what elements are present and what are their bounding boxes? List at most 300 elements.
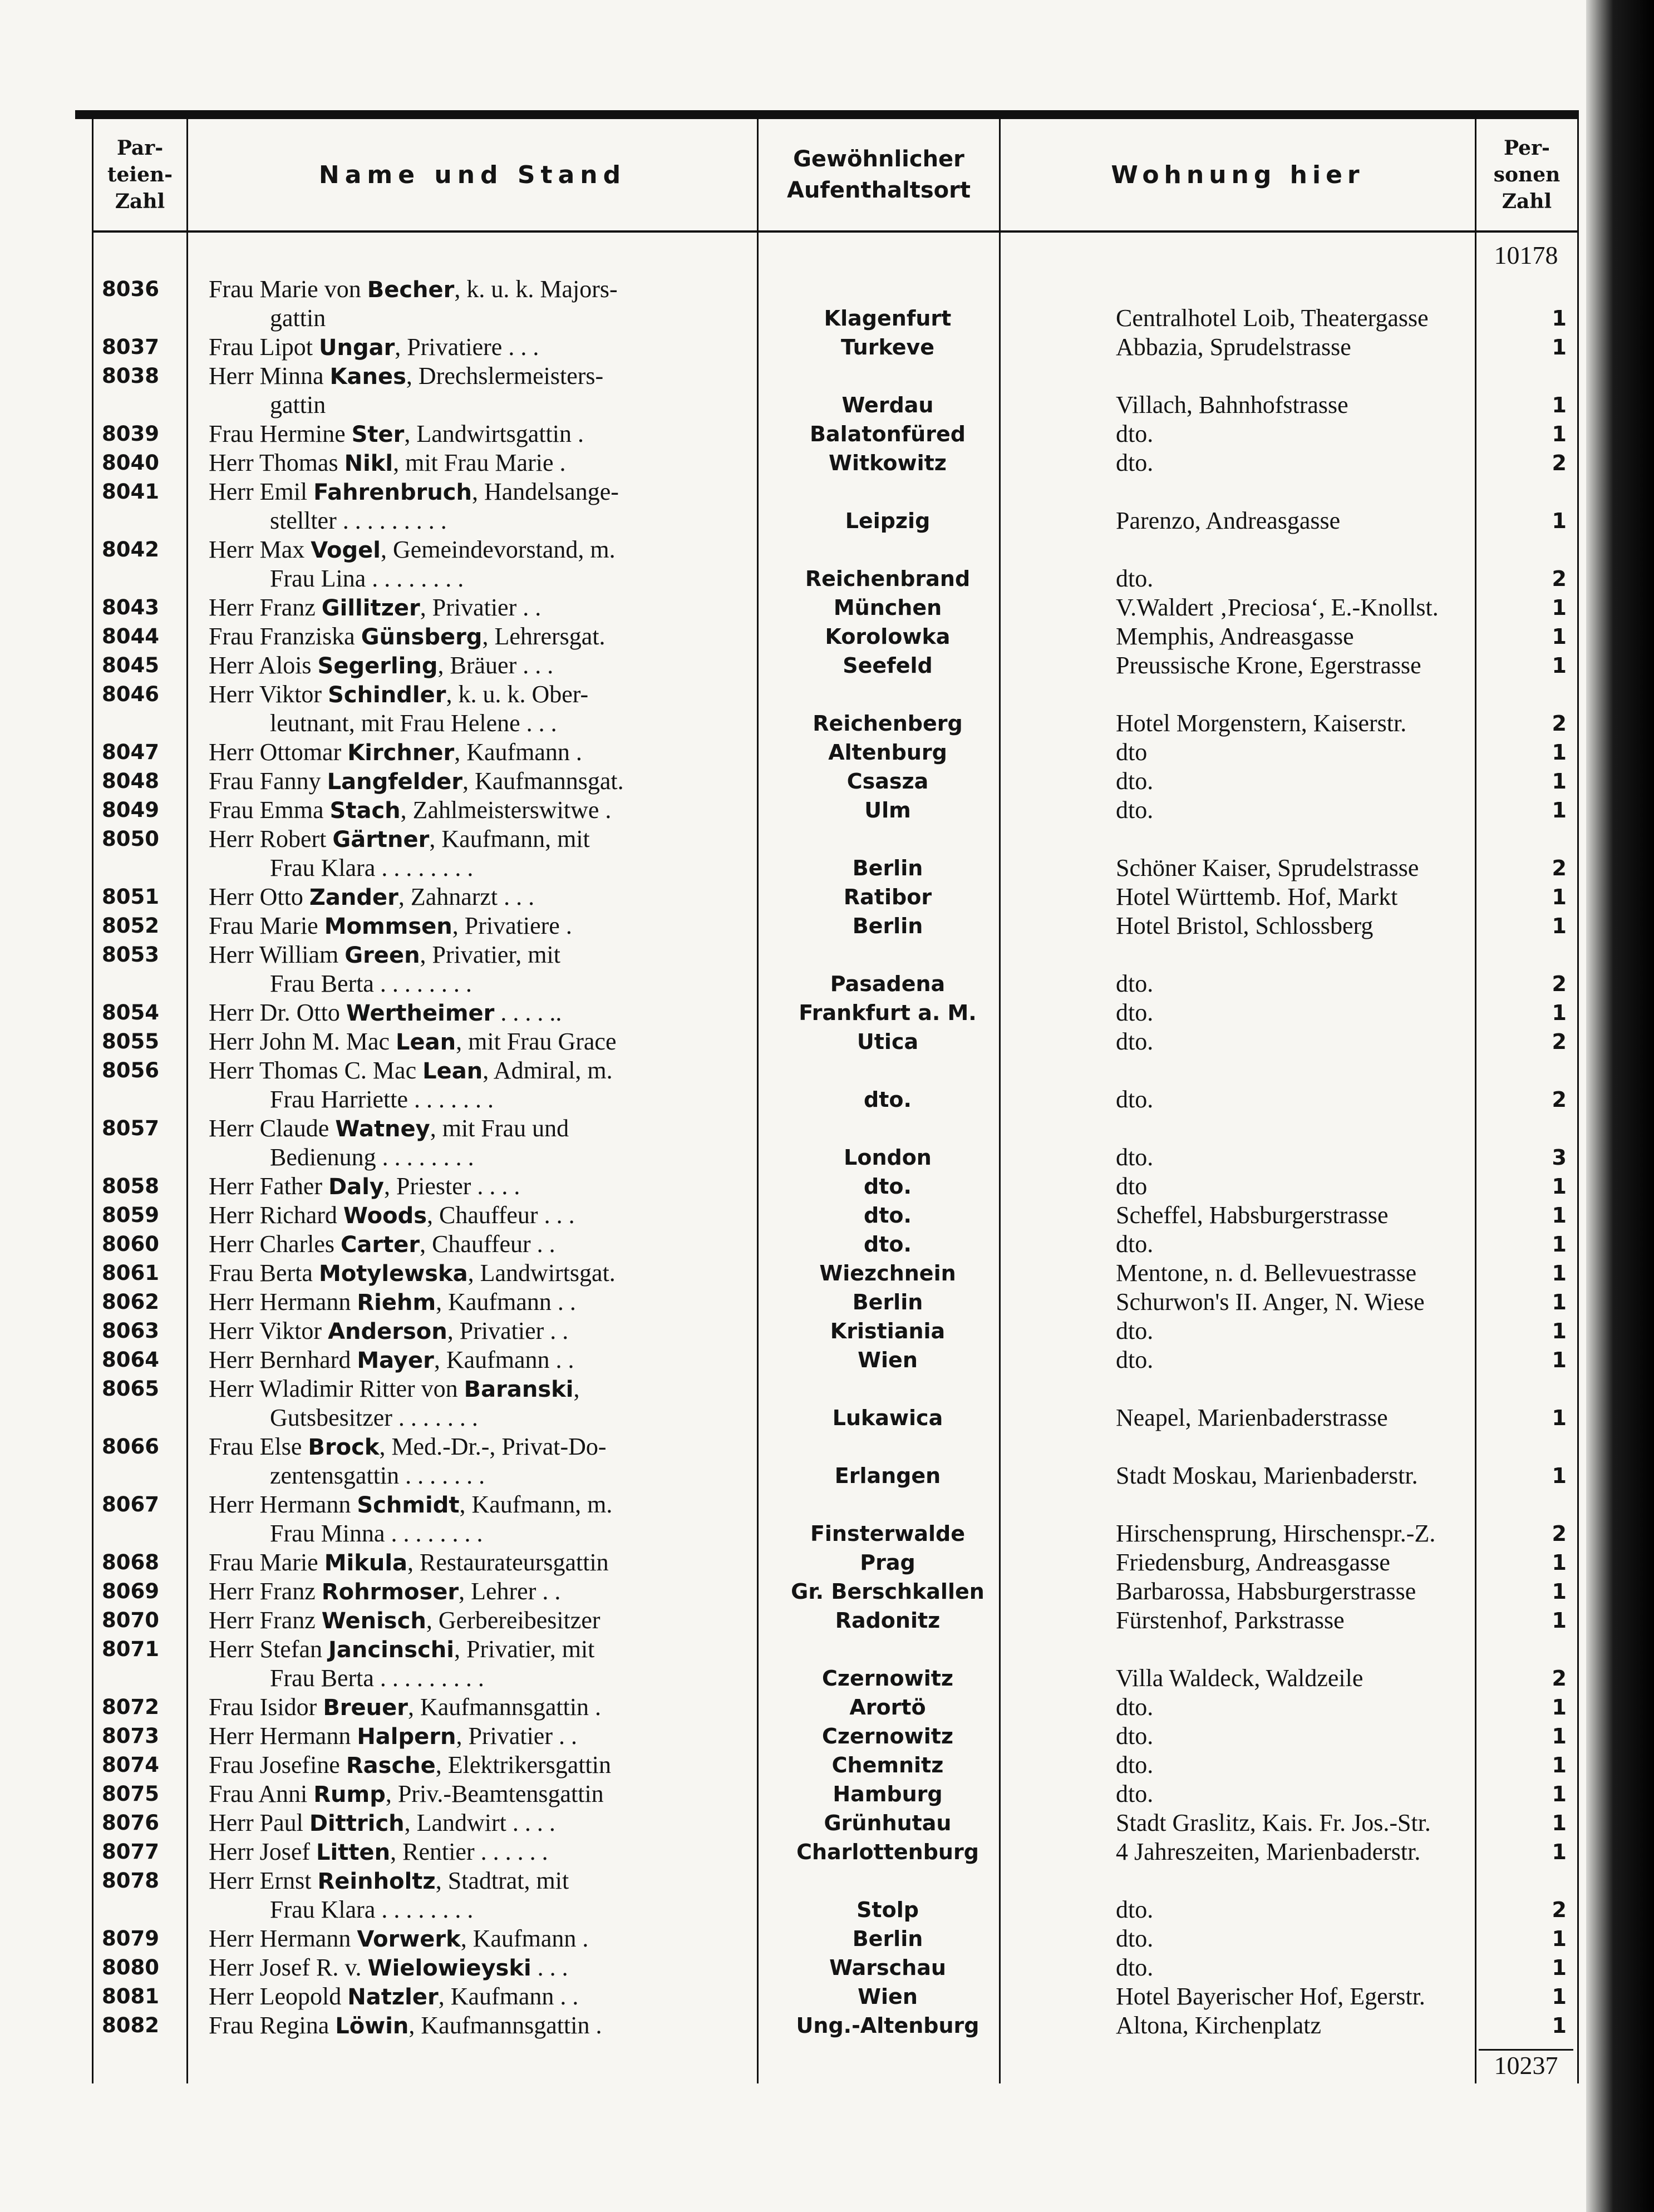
name-and-status [209, 1953, 849, 1982]
name-line [209, 1259, 849, 1288]
persons-count: 1 [1552, 1406, 1567, 1430]
header-persons-number: Per- sonen Zahl [1493, 136, 1561, 213]
persons-count: 1 [1552, 1695, 1567, 1720]
usual-residence: Warschau [829, 1955, 946, 1980]
lodging: dto. [1116, 1144, 1154, 1171]
title: Herr [209, 536, 254, 563]
title: Frau [209, 1751, 254, 1779]
title: Herr [209, 1809, 254, 1836]
title: Frau [209, 767, 254, 795]
table-row [92, 1953, 1579, 1982]
entries-list [92, 275, 1579, 2040]
persons-count: 1 [1552, 595, 1567, 620]
name-continuation: Bedienung . . . . . . . . [270, 1144, 474, 1171]
given-name: Bernhard [259, 1346, 351, 1373]
persons-count: 1 [1552, 1261, 1567, 1285]
name-and-status [209, 1866, 849, 1924]
name-line [209, 1288, 849, 1317]
table-row [92, 477, 1579, 535]
usual-residence: Reichenbrand [805, 566, 971, 591]
name-and-status [209, 1288, 849, 1317]
persons-count: 1 [1552, 1001, 1567, 1025]
status: , [573, 1375, 580, 1402]
surname: Brock [308, 1435, 380, 1460]
given-name: Franz [259, 594, 316, 621]
status: , mit Frau Marie . [393, 449, 566, 476]
name-line [209, 1953, 849, 1982]
party-number: 8039 [102, 422, 159, 446]
surname: Woods [343, 1203, 427, 1229]
party-number: 8068 [102, 1550, 159, 1574]
surname: Fahrenbruch [313, 480, 472, 505]
given-name: Alois [258, 652, 312, 679]
lodging: Neapel, Marienbaderstrasse [1116, 1404, 1388, 1431]
title: Frau [209, 275, 254, 303]
party-number: 8052 [102, 914, 159, 938]
title: Frau [209, 1549, 254, 1576]
lodging: dto. [1116, 796, 1154, 824]
name-line [209, 883, 849, 912]
persons-count: 1 [1552, 1203, 1567, 1228]
name-continuation: Frau Berta . . . . . . . . [270, 970, 472, 997]
party-number: 8062 [102, 1290, 159, 1314]
name-line [209, 2011, 849, 2040]
persons-count: 1 [1552, 2013, 1567, 2038]
party-number: 8067 [102, 1492, 159, 1516]
persons-count: 1 [1552, 885, 1567, 909]
persons-count: 1 [1552, 1840, 1567, 1864]
usual-residence: Gr. Berschkallen [791, 1579, 984, 1604]
name-and-status [209, 535, 849, 593]
name-and-status [209, 1837, 849, 1866]
table-row [92, 1722, 1579, 1751]
given-name: Otto [259, 883, 303, 910]
status: , Kaufmann . . [434, 1346, 574, 1373]
party-number: 8065 [102, 1377, 159, 1401]
lodging: Hotel Württemb. Hof, Markt [1116, 883, 1398, 910]
given-name: Ottomar [259, 738, 342, 766]
given-name: Isidor [259, 1693, 317, 1721]
usual-residence: Balatonfüred [810, 422, 966, 446]
persons-count: 1 [1552, 1550, 1567, 1575]
name-and-status [209, 1548, 849, 1577]
name-line [209, 420, 849, 449]
surname: Mikula [324, 1550, 408, 1576]
name-line [209, 825, 849, 854]
name-and-status [209, 1809, 849, 1837]
name-line [209, 1837, 849, 1866]
lodging: Stadt Graslitz, Kais. Fr. Jos.-Str. [1116, 1809, 1431, 1836]
name-and-status [209, 1346, 849, 1375]
surname: Ster [351, 422, 405, 447]
table-row [92, 1432, 1579, 1490]
name-and-status [209, 940, 849, 998]
usual-residence: Leipzig [845, 509, 931, 533]
surname: Halpern [357, 1724, 456, 1750]
persons-count: 1 [1552, 1782, 1567, 1806]
name-line [209, 998, 849, 1027]
party-number: 8080 [102, 1955, 159, 1979]
party-number: 8064 [102, 1348, 159, 1372]
table-row [92, 593, 1579, 622]
name-line [209, 680, 849, 709]
title: Frau [209, 333, 254, 361]
usual-residence: Wien [858, 1984, 918, 2009]
persons-count: 1 [1552, 1724, 1567, 1748]
lodging: Hotel Bayerischer Hof, Egerstr. [1116, 1983, 1425, 2010]
name-line [209, 1982, 849, 2011]
name-and-status [209, 1259, 849, 1288]
usual-residence: Seefeld [843, 653, 933, 678]
name-and-status [209, 2011, 849, 2040]
name-line [209, 1606, 849, 1635]
status: , mit Frau und [430, 1115, 569, 1142]
name-continuation: Frau Klara . . . . . . . . [270, 1896, 474, 1923]
status: , Stadtrat, mit [435, 1867, 569, 1894]
given-name: Claude [259, 1115, 329, 1142]
surname: Schindler [328, 682, 446, 708]
surname: Natzler [347, 1984, 439, 2010]
given-name: Wladimir Ritter von [259, 1375, 458, 1402]
lodging: Parenzo, Andreasgasse [1116, 507, 1341, 534]
surname: Lean [396, 1029, 456, 1055]
name-line [209, 1577, 849, 1606]
status: , Priester . . . . [384, 1172, 520, 1200]
lodging: Villa Waldeck, Waldzeile [1116, 1664, 1363, 1692]
table-row [92, 1027, 1579, 1056]
name-continuation: leutnant, mit Frau Helene . . . [270, 710, 557, 737]
name-line [209, 275, 849, 304]
lodging: Scheffel, Habsburgerstrasse [1116, 1201, 1389, 1229]
title: Herr [209, 1491, 254, 1518]
name-line [209, 362, 849, 391]
table-row [92, 825, 1579, 883]
name-and-status [209, 1172, 849, 1201]
given-name: Minna [259, 362, 324, 390]
name-continuation: gattin [270, 304, 326, 332]
table-row [92, 1172, 1579, 1201]
table-row [92, 1866, 1579, 1924]
given-name: Josef R. v. [259, 1954, 362, 1981]
name-line [209, 1866, 849, 1895]
lodging: dto [1116, 1172, 1148, 1200]
usual-residence: Pasadena [830, 972, 946, 996]
usual-residence: Ratibor [843, 885, 932, 909]
lodging: Hotel Morgenstern, Kaiserstr. [1116, 710, 1407, 737]
lodging: dto. [1116, 1346, 1154, 1373]
table-row [92, 883, 1579, 912]
name-and-status [209, 333, 849, 362]
surname: Riehm [357, 1290, 436, 1316]
usual-residence: Witkowitz [829, 451, 947, 475]
party-number: 8066 [102, 1435, 159, 1459]
usual-residence: Reichenberg [813, 711, 963, 736]
title: Herr [209, 1578, 254, 1605]
name-and-status [209, 1924, 849, 1953]
name-and-status [209, 767, 849, 796]
name-and-status [209, 1577, 849, 1606]
lodging: dto. [1116, 449, 1154, 476]
party-number: 8060 [102, 1232, 159, 1256]
table-row [92, 651, 1579, 680]
usual-residence: Prag [860, 1550, 915, 1575]
name-continuation: Frau Lina . . . . . . . . [270, 565, 464, 592]
title: Herr [209, 1867, 254, 1894]
surname: Kanes [329, 364, 406, 390]
given-name: Anni [258, 1780, 308, 1807]
usual-residence: München [833, 595, 942, 620]
persons-count: 2 [1552, 1666, 1567, 1691]
lodging: Preussische Krone, Egerstrasse [1116, 652, 1421, 679]
surname: Anderson [328, 1319, 447, 1344]
status: , Lehrersgat. [482, 623, 606, 650]
given-name: Marie [259, 1549, 318, 1576]
lodging: Stadt Moskau, Marienbaderstr. [1116, 1462, 1418, 1489]
table-row [92, 1780, 1579, 1809]
surname: Kirchner [347, 740, 455, 766]
party-number: 8059 [102, 1203, 159, 1227]
party-number: 8046 [102, 682, 159, 706]
given-name: John M. Mac [259, 1028, 390, 1055]
status: , mit Frau Grace [456, 1028, 617, 1055]
table-row [92, 1809, 1579, 1837]
header-party-number: Par- teien- Zahl [107, 136, 173, 213]
persons-count: 1 [1552, 1955, 1567, 1980]
persons-count: 1 [1552, 1464, 1567, 1488]
name-continuation: Frau Klara . . . . . . . . [270, 854, 474, 881]
status: , Privatiere . [452, 912, 572, 939]
table-row [92, 1114, 1579, 1172]
surname: Jancinschi [328, 1637, 454, 1663]
surname: Vogel [311, 538, 381, 563]
persons-count: 1 [1552, 1348, 1567, 1372]
status: , k. u. k. Ober- [446, 681, 589, 708]
table-row [92, 1490, 1579, 1548]
table-row [92, 1606, 1579, 1635]
given-name: Marie von [259, 275, 361, 303]
persons-count: 3 [1552, 1145, 1567, 1170]
persons-count: 2 [1552, 451, 1567, 475]
surname: Watney [335, 1116, 430, 1142]
name-and-status [209, 449, 849, 477]
status: , Chauffeur . . [420, 1230, 555, 1258]
table-row [92, 1201, 1579, 1230]
status: , Landwirt . . . . [404, 1809, 555, 1836]
usual-residence: Hamburg [833, 1782, 943, 1806]
persons-count: 2 [1552, 1087, 1567, 1112]
given-name: Viktor [259, 681, 322, 708]
persons-count: 1 [1552, 740, 1567, 765]
given-name: Robert [259, 825, 327, 853]
status: , Kaufmann . [460, 1925, 589, 1952]
name-line [209, 1780, 849, 1809]
table-row [92, 940, 1579, 998]
party-number: 8045 [102, 653, 159, 677]
title: Herr [209, 1201, 254, 1229]
lodging: dto. [1116, 420, 1154, 447]
name-and-status [209, 825, 849, 883]
status: , Privatier . . [447, 1317, 569, 1344]
usual-residence: Erlangen [834, 1464, 941, 1488]
usual-residence: Korolowka [825, 624, 951, 649]
name-and-status [209, 593, 849, 622]
usual-residence: Kristiania [830, 1319, 946, 1343]
lodging: dto. [1116, 1925, 1154, 1952]
name-and-status [209, 275, 849, 333]
lodging: Hirschensprung, Hirschenspr.-Z. [1116, 1520, 1436, 1547]
name-line [209, 1201, 849, 1230]
persons-count: 2 [1552, 972, 1567, 996]
title: Herr [209, 1722, 254, 1750]
title: Herr [209, 1288, 254, 1316]
name-line [209, 1548, 849, 1577]
status: , Kaufmannsgattin . [408, 1693, 602, 1721]
status: , Admiral, m. [483, 1057, 613, 1084]
party-number: 8044 [102, 624, 159, 648]
status: , Landwirtsgattin . [404, 420, 584, 447]
lodging: dto. [1116, 1722, 1154, 1750]
name-and-status [209, 883, 849, 912]
name-line [209, 1809, 849, 1837]
party-number: 8076 [102, 1811, 159, 1835]
surname: Schmidt [357, 1492, 460, 1518]
given-name: Richard [259, 1201, 337, 1229]
lodging: Villach, Bahnhofstrasse [1116, 391, 1348, 418]
given-name: Emil [259, 478, 308, 505]
name-and-status [209, 1317, 849, 1346]
lodging: dto. [1116, 1317, 1154, 1344]
persons-count: 2 [1552, 711, 1567, 736]
table-row [92, 998, 1579, 1027]
surname: Rohrmoser [321, 1579, 459, 1605]
given-name: Franziska [259, 623, 355, 650]
surname: Stach [329, 798, 401, 824]
name-continuation: zentensgattin . . . . . . . [270, 1462, 485, 1489]
status: , Kaufmann, m. [459, 1491, 613, 1518]
name-and-status [209, 1432, 849, 1490]
usual-residence: Ulm [864, 798, 911, 822]
table-row [92, 1259, 1579, 1288]
lodging: Fürstenhof, Parkstrasse [1116, 1607, 1345, 1634]
lodging: 4 Jahreszeiten, Marienbaderstr. [1116, 1838, 1421, 1865]
name-line [209, 449, 849, 477]
surname: Daly [328, 1174, 384, 1200]
party-number: 8081 [102, 1984, 159, 2008]
lodging: dto. [1116, 1780, 1154, 1807]
usual-residence: Turkeve [840, 335, 935, 359]
name-continuation: Gutsbesitzer . . . . . . . [270, 1404, 478, 1431]
persons-count: 1 [1552, 335, 1567, 359]
name-line [209, 1693, 849, 1722]
title: Frau [209, 1433, 254, 1460]
surname: Zander [309, 885, 398, 910]
lodging: dto. [1116, 565, 1154, 592]
name-and-status [209, 680, 849, 738]
surname: Ungar [318, 335, 395, 361]
given-name: Berta [259, 1259, 313, 1287]
name-line [209, 738, 849, 767]
table-row [92, 1288, 1579, 1317]
title: Herr [209, 999, 254, 1026]
persons-count: 1 [1552, 1290, 1567, 1314]
name-and-status [209, 1751, 849, 1780]
surname: Litten [316, 1840, 391, 1865]
title: Herr [209, 825, 254, 853]
title: Herr [209, 1172, 254, 1200]
table-row [92, 2011, 1579, 2040]
table-row [92, 622, 1579, 651]
usual-residence: Berlin [852, 1927, 923, 1951]
title: Herr [209, 1028, 254, 1055]
lodging: V.Waldert ‚Preciosa‘, E.-Knollst. [1116, 594, 1439, 621]
name-line [209, 1172, 849, 1201]
party-number: 8042 [102, 538, 159, 561]
given-name: Viktor [259, 1317, 322, 1344]
given-name: Thomas C. Mac [259, 1057, 417, 1084]
name-and-status [209, 738, 849, 767]
persons-count: 1 [1552, 393, 1567, 417]
title: Herr [209, 1838, 254, 1865]
surname: Wertheimer [346, 1001, 495, 1026]
persons-count: 1 [1552, 1174, 1567, 1199]
party-number: 8082 [102, 2013, 159, 2037]
usual-residence: dto. [864, 1174, 912, 1199]
carry-out-total: 10237 [1479, 2049, 1573, 2080]
given-name: Hermann [259, 1288, 351, 1316]
party-number: 8048 [102, 769, 159, 793]
surname: Wenisch [321, 1608, 426, 1634]
surname: Vorwerk [357, 1927, 461, 1952]
table-row [92, 275, 1579, 333]
status: , Privatiere . . . [395, 333, 539, 361]
name-line [209, 1432, 849, 1461]
party-number: 8040 [102, 451, 159, 475]
name-line [209, 1375, 849, 1403]
status: , Zahlmeisterswitwe . [400, 796, 612, 824]
table-row [92, 1317, 1579, 1346]
given-name: Thomas [259, 449, 338, 476]
persons-count: 1 [1552, 509, 1567, 533]
given-name: Hermann [259, 1491, 351, 1518]
usual-residence: Berlin [852, 914, 923, 938]
lodging: dto. [1116, 1230, 1154, 1258]
name-line [209, 593, 849, 622]
usual-residence: Chemnitz [831, 1753, 944, 1777]
status: , Privatier, mit [420, 941, 560, 968]
usual-residence: Altenburg [828, 740, 947, 765]
name-and-status [209, 1693, 849, 1722]
name-line [209, 796, 849, 825]
party-number: 8063 [102, 1319, 159, 1343]
party-number: 8074 [102, 1753, 159, 1777]
usual-residence: Frankfurt a. M. [799, 1001, 977, 1025]
title: Herr [209, 1983, 254, 2010]
name-line [209, 1635, 849, 1664]
status: , Privatier . . [420, 594, 542, 621]
name-line [209, 1027, 849, 1056]
status: , Landwirtsgat. [467, 1259, 616, 1287]
persons-count: 1 [1552, 1319, 1567, 1343]
title: Herr [209, 1954, 254, 1981]
lodging: dto. [1116, 1751, 1154, 1779]
name-and-status [209, 1606, 849, 1635]
title: Frau [209, 623, 254, 650]
usual-residence: Czernowitz [821, 1724, 954, 1748]
persons-count: 1 [1552, 653, 1567, 678]
table-row [92, 362, 1579, 420]
usual-residence: dto. [864, 1087, 912, 1112]
table-row [92, 1230, 1579, 1259]
